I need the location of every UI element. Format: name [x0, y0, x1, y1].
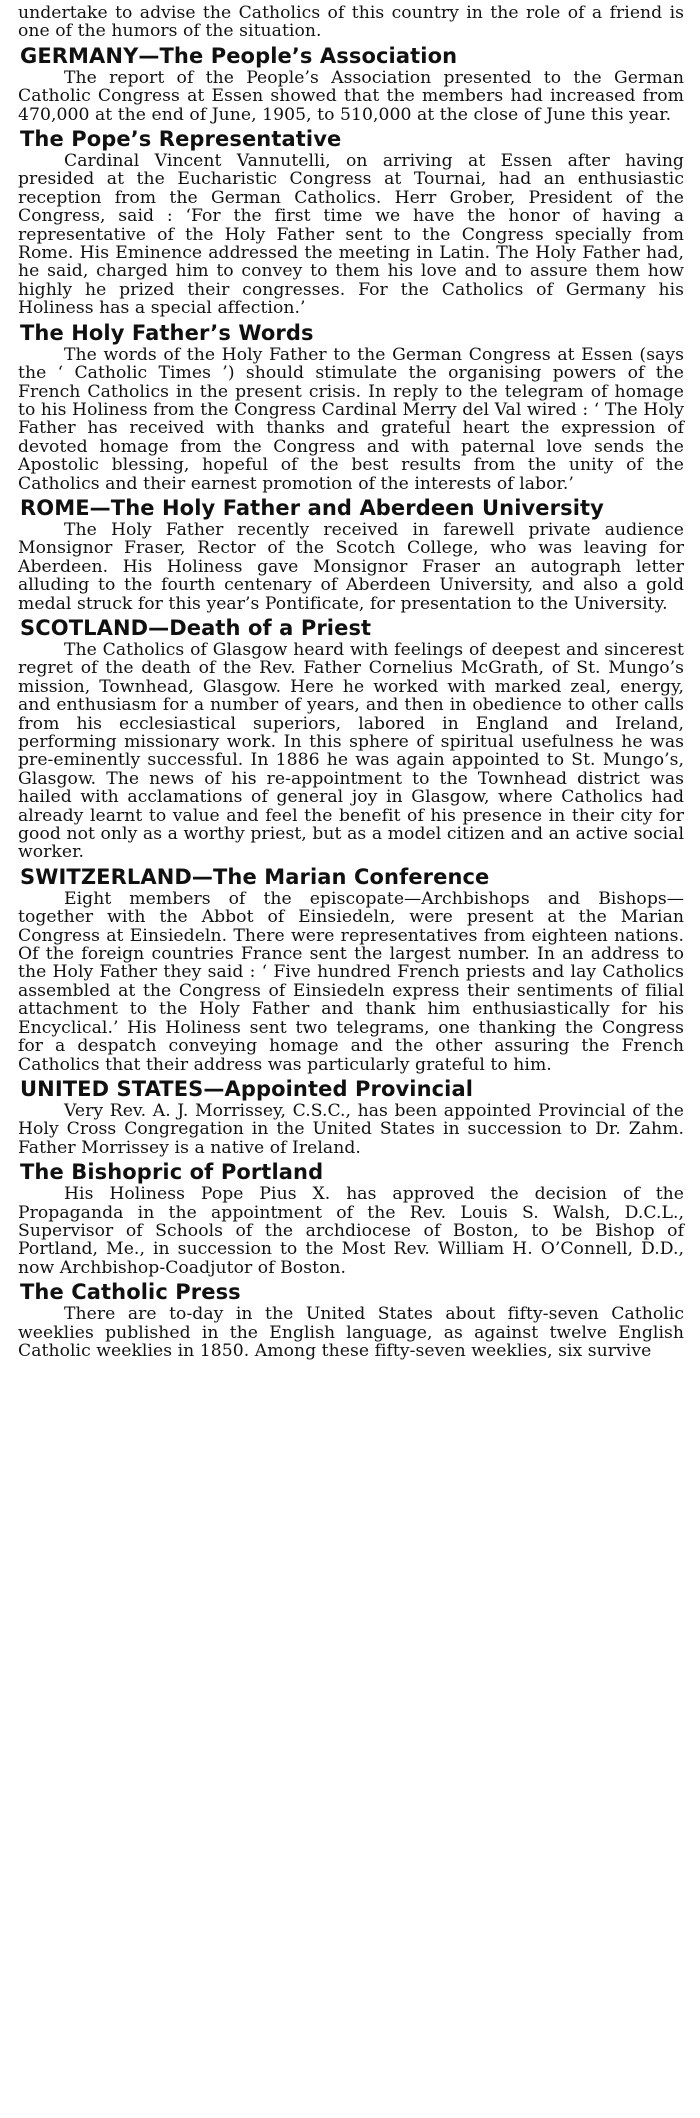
section-heading: UNITED STATES—Appointed Provincial	[20, 1076, 474, 1101]
section-bishopric-portland	[18, 1160, 684, 1277]
section-body: His Holiness Pope Pius X. has approved the decision of the Propaganda in the appointment of the Rev. Louis S. Walsh, D.C.L., Supervisor of Schools of the archdiocese of Boston, to be Bishop of Portland, Me., in succession to the Most Rev. William H. O’Connell, D.D., now Archbishop-Coadjutor of Boston.	[18, 1184, 684, 1278]
section-heading: The Bishopric of Portland	[20, 1160, 324, 1185]
section-germany	[18, 44, 684, 124]
section-body: The Catholics of Glasgow heard with feelings of deepest and sincerest regret of the death of the Rev. Father Cornelius McGrath, of St. Mungo’s mission, Townhead, Glasgow. Here he worked with marked zeal, energy, and enthusiasm for a number of years, and then in obedience to other calls from his ecclesiastical superiors, labored in England and Ireland, performing missionary work. In this sphere of spiritual usefulness he was pre-eminently successful. In 1886 he was again appointed to St. Mungo’s, Glasgow. The news of his re-appointment to the Townhead district was hailed with acclamations of general joy in Glasgow, where Catholics had already learnt to value and feel the benefit of his presence in their city for good not only as a worthy priest, but as a model citizen and an active social worker.	[18, 639, 684, 863]
section-body: Cardinal Vincent Vannutelli, on arriving at Essen after having presided at the Eucharistic Congress at Tournai, had an enthusiastic reception from the German Catholics. Herr Grober, President of the Congress, said : ‘For the first time we have the honor of having a representative of the Holy Father sent to the Congress specially from Rome. His Eminence addressed the meeting in Latin. The Holy Father had, he said, charged him to convey to them his love and to assure them how highly he prized their congresses. For the Catholics of Germany his Holiness has a special affection.’	[18, 151, 684, 319]
section-heading: SWITZERLAND—The Marian Conference	[20, 864, 490, 889]
section-united-states	[18, 1077, 684, 1157]
section-heading: The Pope’s Representative	[20, 127, 342, 152]
section-body: Eight members of the episcopate—Archbishops and Bishops—together with the Abbot of Einsiedeln, were present at the Marian Congress at Einsiedeln. There were representatives from eighteen nations. Of the foreign countries France sent the largest number. In an address to the Holy Father they said : ‘ Five hundred French priests and lay Catholics assembled at the Congress of Einsiedeln express their sentiments of filial attachment to the Holy Father and thank him enthusiastically for his Encyclical.’ His Holiness sent two telegrams, one thanking the Congress for a despatch conveying homage and the other assuring the French Catholics that their address was particularly grateful to him.	[18, 888, 684, 1075]
section-body: There are to-day in the United States about fifty-seven Catholic weeklies published in the English language, as against twelve English Catholic weeklies in 1850. Among these fifty-seven weeklies, six survive	[18, 1304, 684, 1361]
section-body: The words of the Holy Father to the German Congress at Essen (says the ‘ Catholic Times ’) should stimulate the organising powers of the French Catholics in the present crisis. In reply to the telegram of homage to his Holiness from the Congress Cardinal Merry del Val wired : ‘ The Holy Father has received with thanks and grateful heart the expression of devoted homage from the Congress and with paternal love sends the Apostolic blessing, hopeful of the best results from the unity of the Catholics and their earnest promotion of the interests of labor.’	[18, 344, 684, 494]
section-catholic-press	[18, 1280, 684, 1360]
section-heading: SCOTLAND—Death of a Priest	[20, 615, 372, 640]
section-switzerland	[18, 865, 684, 1074]
section-holy-fathers-words	[18, 321, 684, 493]
section-rome	[18, 496, 684, 613]
section-heading: The Catholic Press	[20, 1280, 241, 1305]
section-heading: ROME—The Holy Father and Aberdeen University	[20, 495, 604, 520]
section-heading: The Holy Father’s Words	[20, 320, 314, 345]
section-body: The Holy Father recently received in farewell private audience Monsignor Fraser, Rector of the Scotch College, who was leaving for Aberdeen. His Holiness gave Monsignor Fraser an autograph letter alluding to the fourth centenary of Aberdeen University, and also a gold medal struck for this year’s Pontificate, for presentation to the University.	[18, 519, 684, 614]
section-body: Very Rev. A. J. Morrissey, C.S.C., has been appointed Provincial of the Holy Cross Congregation in the United States in succession to Dr. Zahm. Father Morrissey is a native of Ireland.	[18, 1100, 684, 1158]
intro-paragraph: undertake to advise the Catholics of this country in the role of a friend is one of the humors of the situation.	[18, 3, 684, 42]
section-popes-representative	[18, 127, 684, 318]
section-heading: GERMANY—The People’s Association	[20, 43, 458, 68]
section-body: The report of the People’s Association presented to the German Catholic Congress at Essen showed that the members had increased from 470,000 at the end of June, 1905, to 510,000 at the close of June this year.	[18, 67, 684, 125]
section-scotland	[18, 616, 684, 862]
